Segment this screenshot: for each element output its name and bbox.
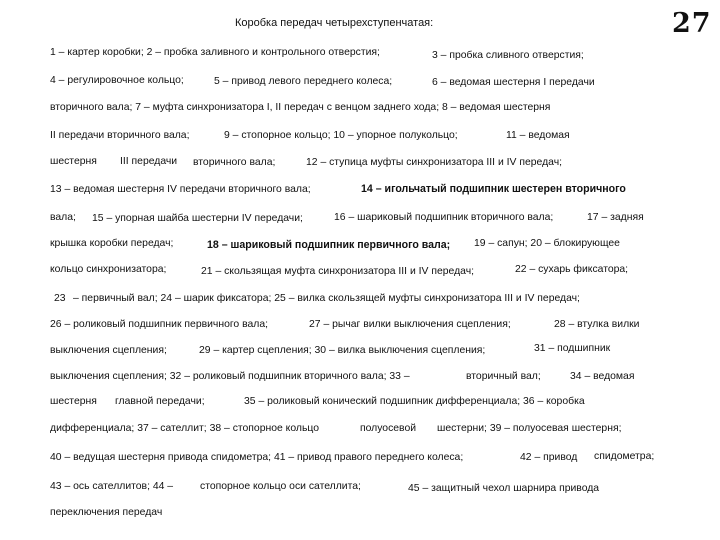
legend-segment: 31 – подшипник xyxy=(534,343,611,354)
legend-segment: шестерни; 39 – полуосевая шестерня; xyxy=(437,423,622,434)
legend-segment: вала; xyxy=(50,212,76,223)
legend-segment: вторичного вала; 7 – муфта синхронизатора I, II передач с венцом заднего хода; 8 – ведомая шестерня xyxy=(50,102,551,113)
legend-segment: 16 – шариковый подшипник вторичного вала; xyxy=(334,212,554,223)
legend-segment: 15 – упорная шайба шестерни IV передачи; xyxy=(92,213,303,224)
legend-segment: 19 – сапун; 20 – блокирующее xyxy=(474,238,620,249)
legend-segment: выключения сцепления; xyxy=(50,345,167,356)
legend-segment: вторичный вал; xyxy=(466,371,541,382)
legend-segment: 35 – роликовый конический подшипник дифференциала; 36 – коробка xyxy=(244,396,585,407)
legend-segment: III передачи xyxy=(120,156,178,167)
page-number: 27 xyxy=(672,8,712,39)
document-title: Коробка передач четырехступенчатая: xyxy=(235,17,434,29)
legend-segment: переключения передач xyxy=(50,507,163,518)
legend-segment: спидометра; xyxy=(594,451,655,462)
legend-segment: кольцо синхронизатора; xyxy=(50,264,167,275)
legend-segment: 1 – картер коробки; 2 – пробка заливного и контрольного отверстия; xyxy=(50,47,380,58)
legend-segment: 27 – рычаг вилки выключения сцепления; xyxy=(309,319,511,330)
legend-segment: выключения сцепления; 32 – роликовый подшипник вторичного вала; 33 – xyxy=(50,371,410,382)
legend-segment: – первичный вал; 24 – шарик фиксатора; 25 – вилка скользящей муфты синхронизатора III и IV передач; xyxy=(73,293,580,304)
legend-segment: 11 – ведомая xyxy=(506,130,570,141)
legend-segment: вторичного вала; xyxy=(193,157,276,168)
legend-segment: 18 – шариковый подшипник первичного вала; xyxy=(207,239,451,251)
legend-segment: 40 – ведущая шестерня привода спидометра; 41 – привод правого переднего колеса; xyxy=(50,452,464,463)
legend-segment: 29 – картер сцепления; 30 – вилка выключения сцепления; xyxy=(199,345,486,356)
legend-segment: 6 – ведомая шестерня I передачи xyxy=(432,77,595,88)
legend-segment: 22 – сухарь фиксатора; xyxy=(515,264,629,275)
legend-segment: 3 – пробка сливного отверстия; xyxy=(432,50,584,61)
legend-segment: крышка коробки передач; xyxy=(50,238,174,249)
legend-segment: 34 – ведомая xyxy=(570,371,635,382)
legend-segment: шестерня xyxy=(50,396,97,407)
legend-segment: 28 – втулка вилки xyxy=(554,319,640,330)
legend-segment: 21 – скользящая муфта синхронизатора III и IV передач; xyxy=(201,266,474,277)
legend-segment: 4 – регулировочное кольцо; xyxy=(50,75,184,86)
legend-segment: 17 – задняя xyxy=(587,212,644,223)
legend-segment: 42 – привод xyxy=(520,452,578,463)
legend-segment: 14 – игольчатый подшипник шестерен вторичного xyxy=(361,183,626,195)
legend-segment: шестерня xyxy=(50,156,97,167)
legend-segment: 13 – ведомая шестерня IV передачи вторичного вала; xyxy=(50,184,311,195)
legend-segment: 26 – роликовый подшипник первичного вала; xyxy=(50,319,268,330)
legend-segment: 45 – защитный чехол шарнира привода xyxy=(408,483,600,494)
legend-segment: 12 – ступица муфты синхронизатора III и IV передач; xyxy=(306,157,563,168)
legend-segment: 5 – привод левого переднего колеса; xyxy=(214,76,393,87)
legend-segment: полуосевой xyxy=(360,423,417,434)
legend-segment: II передачи вторичного вала; xyxy=(50,130,190,141)
legend-segment: главной передачи; xyxy=(115,396,205,407)
legend-segment: 23 xyxy=(54,293,66,304)
legend-segment: 43 – ось сателлитов; 44 – xyxy=(50,481,174,492)
legend-segment: 9 – стопорное кольцо; 10 – упорное полукольцо; xyxy=(224,130,458,141)
legend-segment: стопорное кольцо оси сателлита; xyxy=(200,481,361,492)
legend-segment: дифференциала; 37 – сателлит; 38 – стопорное кольцо xyxy=(50,423,319,434)
